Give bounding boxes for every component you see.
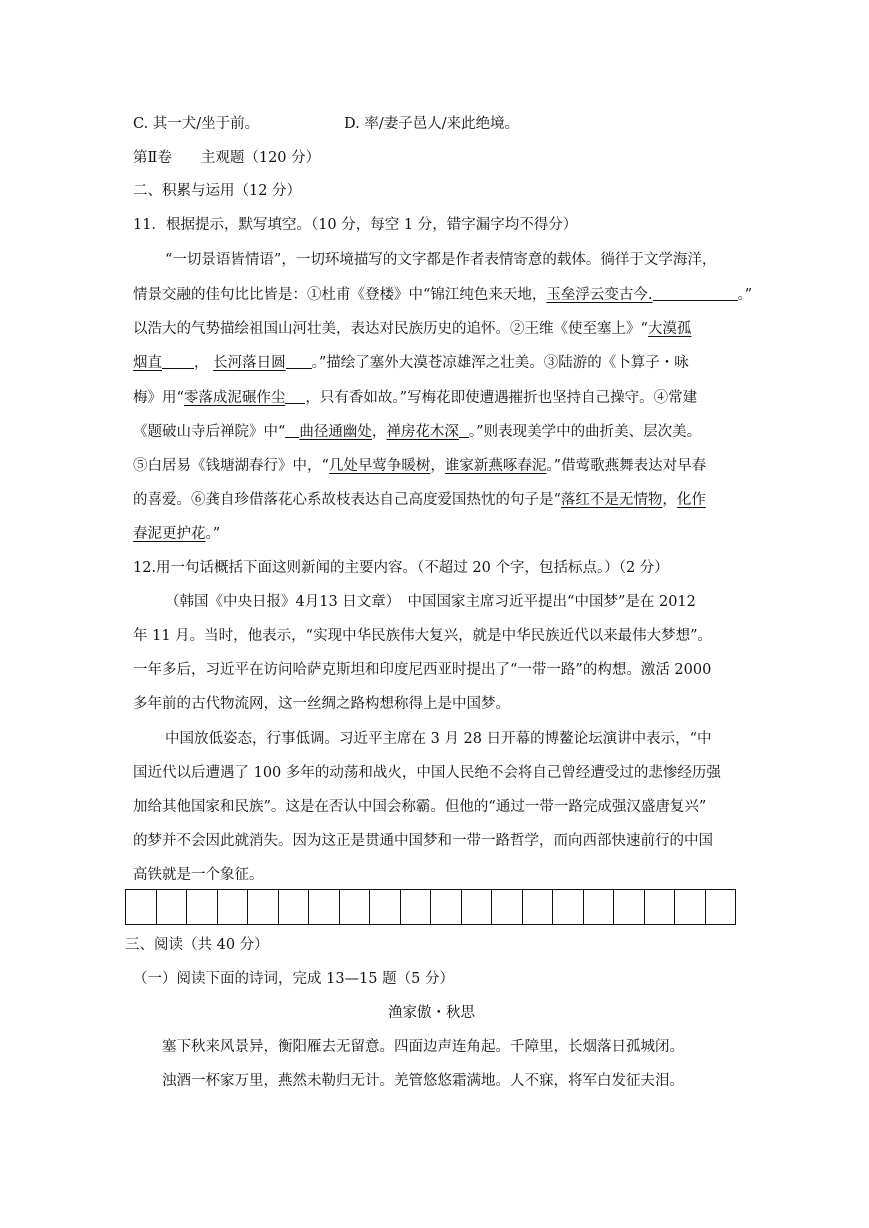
q11-paragraph-line [133, 456, 706, 476]
answer-grid-cell[interactable] [370, 890, 401, 924]
poem-line: 塞下秋来风景异，衡阳雁去无留意。四面边声连角起。千障里，长烟落日孤城闭。 [162, 1039, 684, 1055]
q11-paragraph-line: “一切景语皆情语”，一切环境描写的文字都是作者表情寄意的载体。徜徉于文学海洋， [165, 252, 717, 268]
q11-paragraph-line [133, 388, 697, 408]
answer-fill: 谁家新燕啄春泥 [444, 458, 547, 474]
news-line: 的梦并不会因此就消失。因为这正是贯通中国梦和一带一路哲学，而向西部快速前行的中国 [133, 833, 713, 849]
answer-grid-cell[interactable] [401, 890, 432, 924]
answer-grid-cell[interactable] [492, 890, 523, 924]
answer-grid-cell[interactable] [553, 890, 584, 924]
text: 《题破山寺后禅院》中“ [133, 424, 286, 440]
answer-grid-cell[interactable] [309, 890, 340, 924]
answer-fill: 曲径通幽处 [299, 424, 372, 440]
answer-grid-cell[interactable] [523, 890, 554, 924]
text: ， [662, 492, 677, 508]
q11-paragraph-line [133, 490, 706, 510]
news-line: 多年前的古代物流网，这一丝绸之路构想称得上是中国梦。 [133, 696, 510, 712]
q11-paragraph-line [133, 285, 752, 305]
answer-grid-cell[interactable] [157, 890, 188, 924]
news-line: 加给其他国家和民族”。这是在否认中国会称霸。但他的“通过一带一路完成强汉盛唐复兴” [133, 799, 707, 815]
answer-fill: 长河落日圆 [213, 355, 286, 371]
option-c: C. 其一犬/坐于前。 [133, 116, 260, 132]
answer-grid-cell[interactable] [645, 890, 676, 924]
text: 梅》用“ [133, 390, 184, 406]
answer-grid-cell[interactable] [248, 890, 279, 924]
q11-paragraph-line [133, 319, 691, 339]
news-line: （韩国《中央日报》4月13 日文章） 中国国家主席习近平提出“中国梦”是在 2012 [165, 594, 696, 610]
answer-fill: 禅房花木深 [386, 424, 459, 440]
answer-blank [653, 286, 738, 301]
option-d: D. 率/妻子邑人/来此绝境。 [344, 116, 520, 132]
answer-grid-cell[interactable] [340, 890, 371, 924]
text: ， [430, 458, 445, 474]
answer-grid-cell[interactable] [614, 890, 645, 924]
text: 。”借莺歌燕舞表达对早春 [546, 458, 707, 474]
answer-blank [286, 354, 312, 369]
answer-fill: 玉垒浮云变古今. [546, 287, 653, 303]
section-reading: 三、阅读（共 40 分） [125, 937, 269, 953]
reading-part-1: （一）阅读下面的诗词，完成 13—15 题（5 分） [133, 971, 454, 987]
answer-fill: 零落成泥碾作尘 [183, 390, 286, 406]
answer-grid-cell[interactable] [187, 890, 218, 924]
text: ⑤白居易《钱塘湖春行》中，“ [133, 458, 329, 474]
answer-fill: 烟直 [133, 355, 162, 371]
text: 情景交融的佳句比比皆是：①杜甫《登楼》中“锦江纯色来天地， [133, 287, 547, 303]
answer-blank [285, 423, 299, 438]
answer-grid-cell[interactable] [584, 890, 615, 924]
answer-blank [285, 389, 305, 404]
news-line: 年 11 月。当时，他表示，“实现中华民族伟大复兴，就是中华民族近代以来最伟大梦想”。 [133, 628, 712, 644]
news-line: 高铁就是一个象征。 [133, 867, 264, 883]
answer-blank [162, 354, 194, 369]
q11-paragraph-line [133, 422, 701, 442]
answer-fill: 几处早莺争暖树 [328, 458, 431, 474]
q11-paragraph-line [133, 524, 220, 544]
text: 。”描绘了塞外大漠苍凉雄浑之壮美。③陆游的《卜算子・咏 [311, 355, 689, 371]
question-11: 11．根据提示，默写填空。（10 分，每空 1 分，错字漏字均不得分） [133, 217, 578, 233]
answer-blank [459, 423, 469, 438]
section-header-2: 第Ⅱ卷 主观题（120 分） [133, 150, 321, 166]
answer-fill: 春泥更护花 [133, 526, 206, 542]
text: 。”则表现美学中的曲折美、层次美。 [468, 424, 702, 440]
poem-line: 浊酒一杯家万里，燕然未勒归无计。羌管悠悠霜满地。人不寐，将军白发征夫泪。 [162, 1073, 684, 1089]
question-12: 12.用一句话概括下面这则新闻的主要内容。（不超过 20 个字，包括标点。）（2 分） [133, 560, 669, 576]
poem-title: 渔家傲・秋思 [388, 1005, 475, 1021]
answer-grid-cell[interactable] [218, 890, 249, 924]
text: ， [194, 355, 209, 371]
answer-fill: 落红不是无情物 [560, 492, 663, 508]
answer-grid-cell[interactable] [462, 890, 493, 924]
answer-grid-cell[interactable] [706, 890, 736, 924]
text: 的喜爱。⑥龚自珍借落花心系故枝表达自己高度爱国热忱的句子是“ [133, 492, 561, 508]
news-line: 中国放低姿态，行事低调。习近平主席在 3 月 28 日开幕的博鳌论坛演讲中表示，“中 [165, 731, 712, 747]
answer-grid-cell[interactable] [279, 890, 310, 924]
answer-grid-cell[interactable] [431, 890, 462, 924]
text: 。” [205, 526, 221, 542]
text: ，只有香如故。”写梅花即使遭遇摧折也坚持自己操守。④常建 [305, 390, 698, 406]
answer-fill: 大漠孤 [647, 321, 692, 337]
section-accumulation: 二、积累与运用（12 分） [133, 183, 302, 199]
answer-grid[interactable] [125, 889, 736, 925]
q11-paragraph-line [133, 353, 689, 373]
answer-grid-cell[interactable] [675, 890, 706, 924]
text: 以浩大的气势描绘祖国山河壮美，表达对民族历史的追怀。②王维《使至塞上》“ [133, 321, 648, 337]
news-line: 一年多后，习近平在访问哈萨克斯坦和印度尼西亚时提出了“一带一路”的构想。激活 2000 [133, 662, 712, 678]
answer-fill: 化作 [676, 492, 706, 508]
text: ， [371, 424, 387, 440]
text: 。” [737, 287, 753, 303]
news-line: 国近代以后遭遇了 100 多年的动荡和战火，中国人民绝不会将自己曾经遭受过的悲惨经历强 [133, 765, 721, 781]
answer-grid-cell[interactable] [126, 890, 157, 924]
